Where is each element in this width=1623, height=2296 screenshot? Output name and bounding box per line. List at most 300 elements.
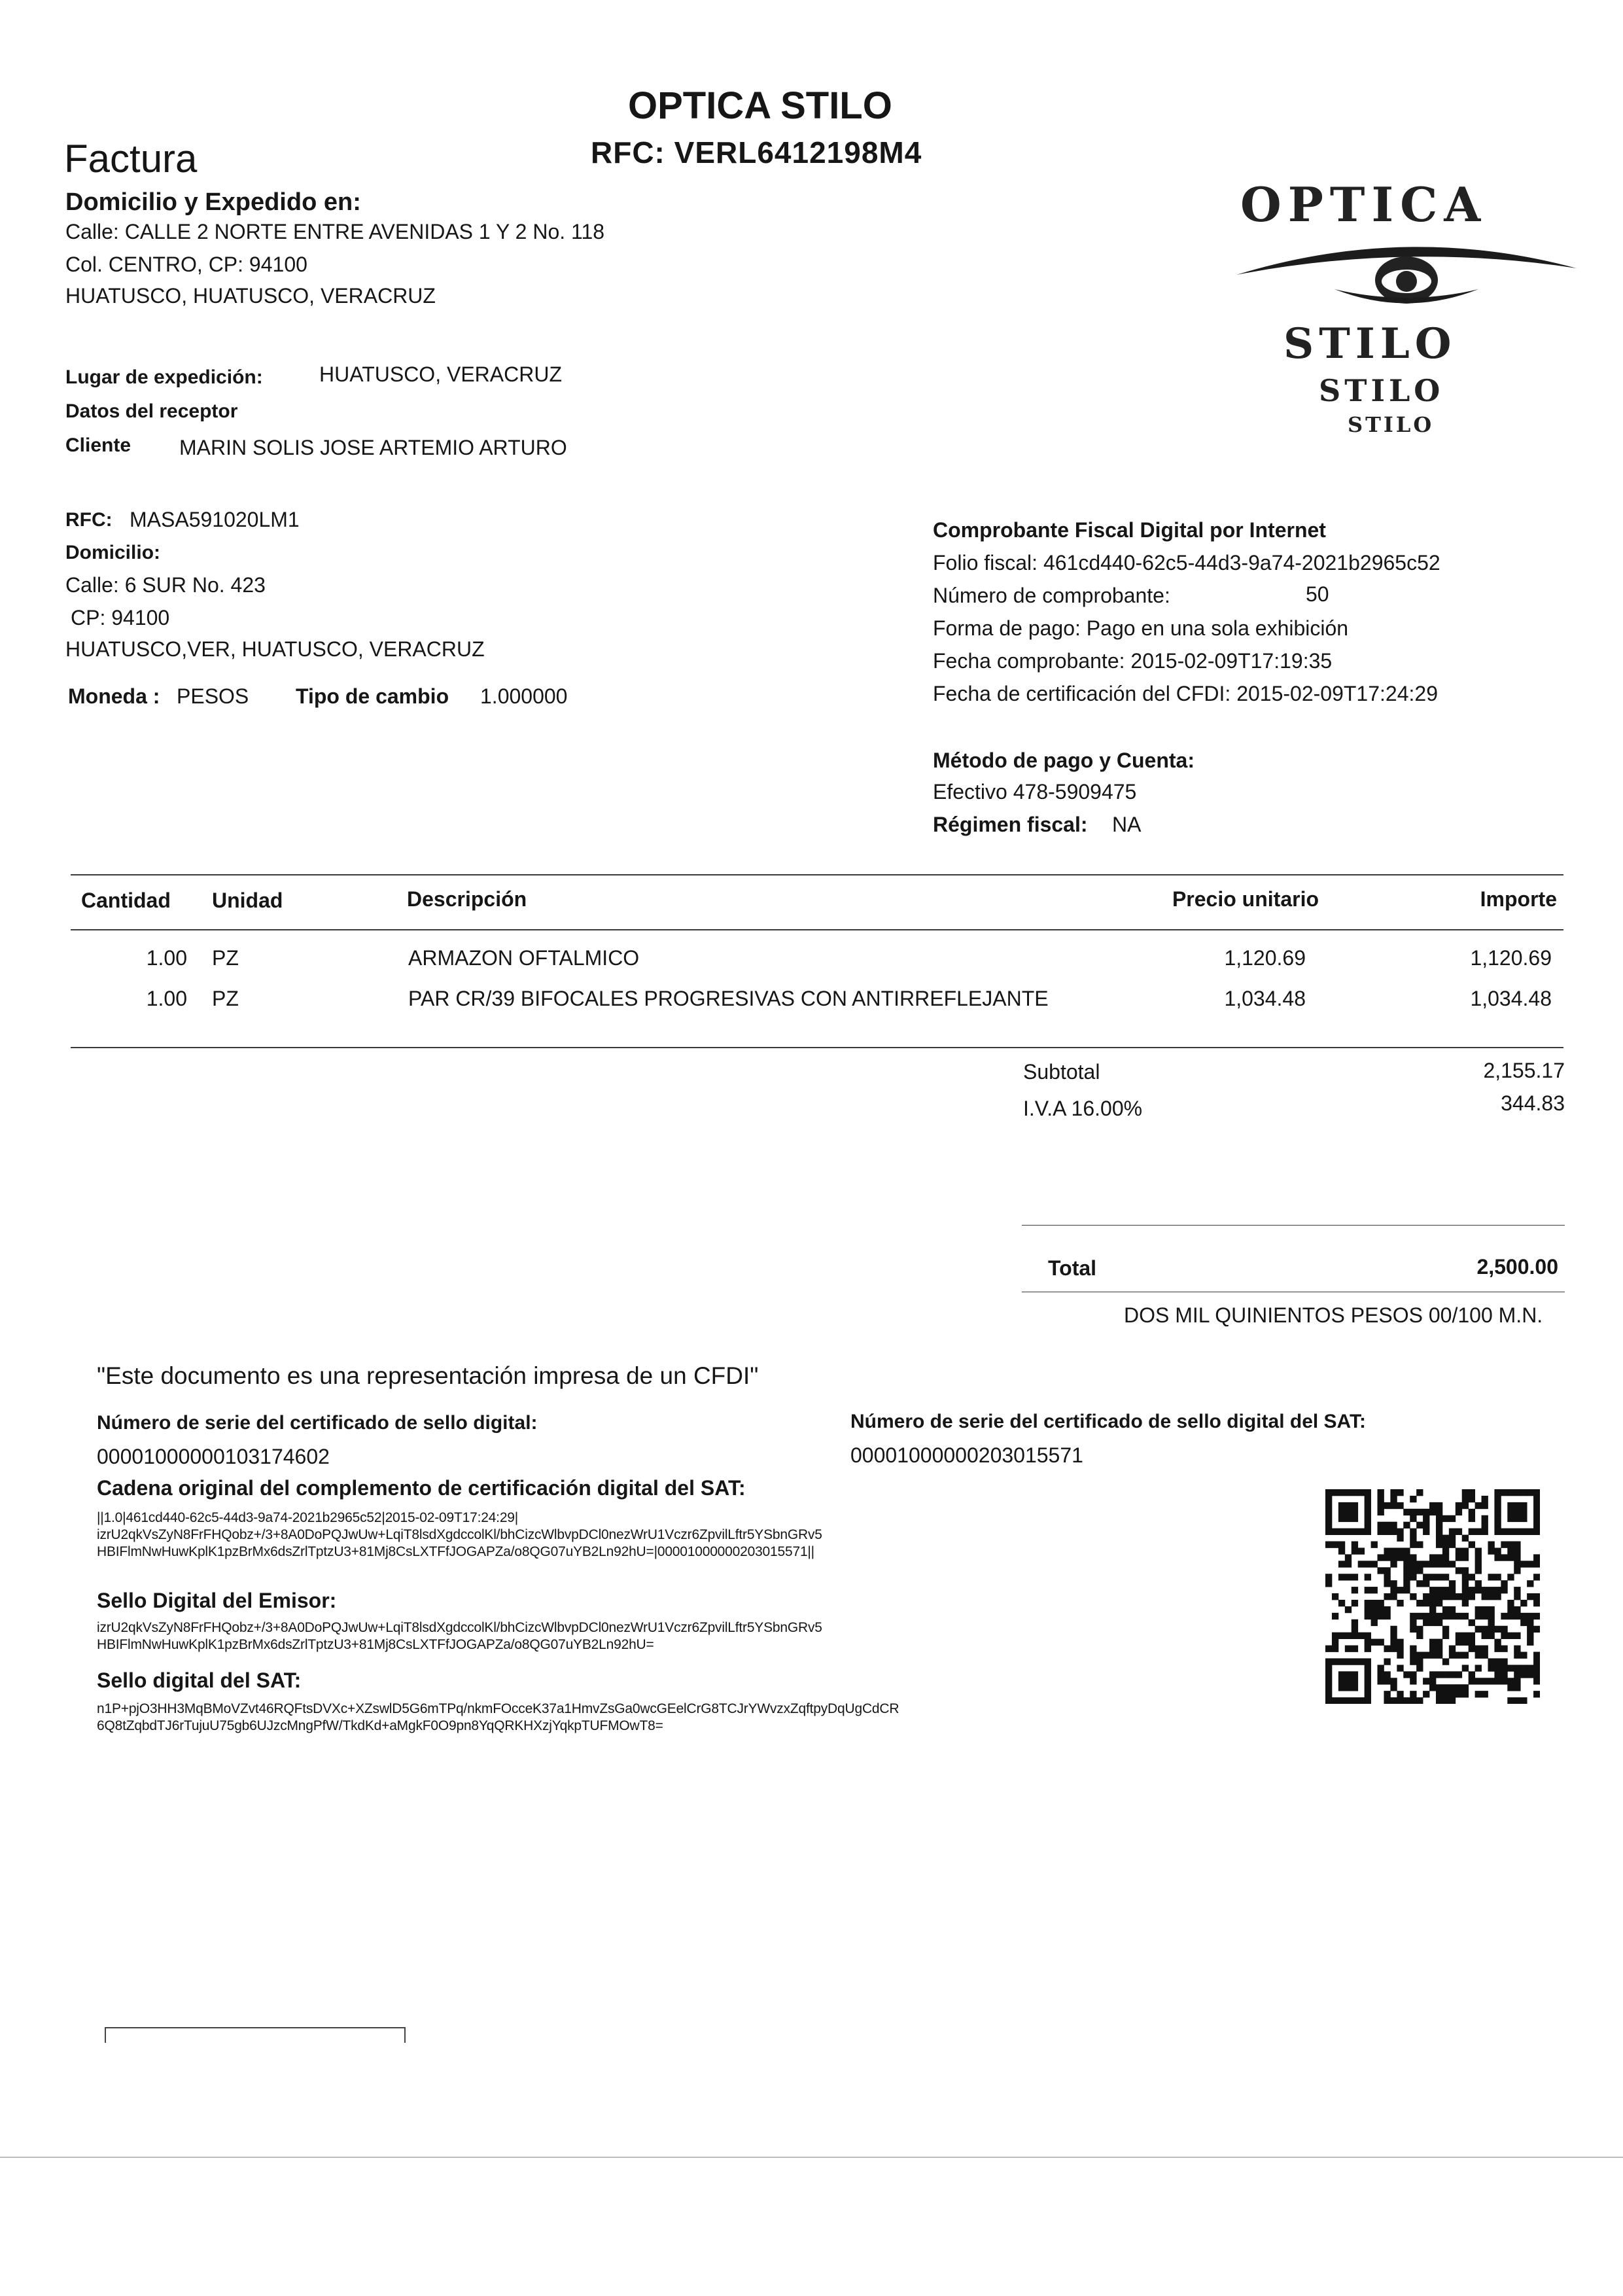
qr-module: [1514, 1651, 1520, 1658]
qr-module: [1469, 1646, 1475, 1652]
qr-module: [1533, 1678, 1540, 1684]
qr-module: [1384, 1522, 1390, 1528]
qr-module: [1469, 1671, 1475, 1678]
qr-module: [1358, 1561, 1365, 1567]
qr-module: [1507, 1606, 1514, 1613]
qr-module: [1475, 1554, 1482, 1561]
qr-module: [1403, 1567, 1410, 1574]
qr-module: [1527, 1665, 1533, 1671]
qr-module: [1429, 1554, 1436, 1561]
qr-module: [1378, 1502, 1384, 1509]
qr-module: [1378, 1489, 1384, 1496]
lugar-expedicion-value: HUATUSCO, VERACRUZ: [319, 362, 562, 386]
qr-module: [1462, 1613, 1469, 1619]
qr-module: [1469, 1633, 1475, 1639]
qr-module: [1533, 1665, 1540, 1671]
qr-module: [1397, 1646, 1403, 1652]
qr-module: [1352, 1633, 1358, 1639]
qr-module: [1352, 1502, 1358, 1509]
subtotal-value: 2,155.17: [1483, 1059, 1565, 1082]
qr-module: [1338, 1678, 1345, 1684]
qr-module: [1527, 1633, 1533, 1639]
qr-module: [1449, 1646, 1456, 1652]
qr-module: [1520, 1528, 1527, 1535]
qr-module: [1338, 1528, 1345, 1535]
qr-module: [1410, 1509, 1416, 1515]
qr-module: [1514, 1671, 1520, 1678]
qr-module: [1397, 1502, 1403, 1509]
column-header-descripcion: Descripción: [407, 887, 527, 911]
qr-module: [1501, 1554, 1507, 1561]
qr-module: [1494, 1502, 1501, 1509]
qr-module: [1475, 1691, 1482, 1697]
qr-module: [1436, 1542, 1442, 1548]
qr-module: [1352, 1671, 1358, 1678]
qr-module: [1390, 1522, 1397, 1528]
qr-module: [1410, 1671, 1416, 1678]
row-unidad: PZ: [212, 987, 239, 1010]
qr-module: [1365, 1639, 1371, 1646]
qr-module: [1449, 1580, 1456, 1587]
qr-module: [1397, 1528, 1403, 1535]
qr-module: [1494, 1646, 1501, 1652]
qr-module: [1390, 1528, 1397, 1535]
qr-module: [1488, 1606, 1494, 1613]
qr-module: [1475, 1528, 1482, 1535]
qr-module: [1520, 1651, 1527, 1658]
qr-module: [1482, 1593, 1488, 1600]
qr-module: [1378, 1671, 1384, 1678]
qr-module: [1352, 1678, 1358, 1684]
qr-module: [1501, 1613, 1507, 1619]
qr-module: [1436, 1646, 1442, 1652]
qr-module: [1429, 1593, 1436, 1600]
qr-module: [1352, 1646, 1358, 1652]
qr-module: [1514, 1515, 1520, 1522]
qr-module: [1397, 1587, 1403, 1593]
qr-module: [1488, 1678, 1494, 1684]
qr-module: [1365, 1633, 1371, 1639]
qr-module: [1410, 1658, 1416, 1665]
qr-module: [1449, 1515, 1456, 1522]
qr-module: [1533, 1489, 1540, 1496]
qr-module: [1390, 1496, 1397, 1502]
qr-module: [1533, 1522, 1540, 1528]
qr-module: [1365, 1665, 1371, 1671]
qr-module: [1325, 1489, 1332, 1496]
sello-emisor-line: izrU2qkVsZyN8FrFHQobz+/3+8A0DoPQJwUw+LqiT8lsdXgdccolKl/bhCizcWlbvpDCl0nezWrU1Vczr6ZpvilLftr5YSbnGRv5: [97, 1620, 822, 1635]
qr-module: [1416, 1561, 1423, 1567]
qr-module: [1482, 1691, 1488, 1697]
qr-module: [1365, 1509, 1371, 1515]
qr-module: [1456, 1651, 1462, 1658]
qr-module: [1501, 1658, 1507, 1665]
qr-module: [1514, 1542, 1520, 1548]
qr-module: [1410, 1574, 1416, 1580]
qr-module: [1352, 1684, 1358, 1691]
qr-module: [1390, 1502, 1397, 1509]
total-label: Total: [1048, 1256, 1097, 1280]
qr-module: [1371, 1542, 1378, 1548]
qr-module: [1429, 1619, 1436, 1626]
qr-module: [1365, 1697, 1371, 1704]
issuer-stamp-box: [105, 2027, 406, 2043]
qr-module: [1325, 1684, 1332, 1691]
qr-module: [1514, 1678, 1520, 1684]
qr-module: [1371, 1613, 1378, 1619]
qr-module: [1507, 1509, 1514, 1515]
qr-module: [1403, 1561, 1410, 1567]
qr-module: [1475, 1665, 1482, 1671]
qr-module: [1390, 1633, 1397, 1639]
qr-module: [1514, 1684, 1520, 1691]
qr-module: [1378, 1567, 1384, 1574]
qr-module: [1469, 1574, 1475, 1580]
qr-module: [1527, 1619, 1533, 1626]
qr-module: [1384, 1593, 1390, 1600]
qr-module: [1494, 1639, 1501, 1646]
company-rfc: RFC: VERL6412198M4: [591, 135, 922, 169]
qr-module: [1378, 1613, 1384, 1619]
qr-module: [1436, 1561, 1442, 1567]
qr-module: [1410, 1651, 1416, 1658]
qr-module: [1423, 1574, 1429, 1580]
qr-module: [1325, 1496, 1332, 1502]
qr-module: [1345, 1528, 1352, 1535]
qr-module: [1423, 1509, 1429, 1515]
cfdi-legend: "Este documento es una representación impresa de un CFDI": [97, 1362, 759, 1389]
qr-module: [1429, 1502, 1436, 1509]
qr-module: [1449, 1691, 1456, 1697]
qr-module: [1436, 1684, 1442, 1691]
qr-module: [1501, 1678, 1507, 1684]
qr-module: [1338, 1515, 1345, 1522]
qr-module: [1475, 1613, 1482, 1619]
qr-module: [1416, 1489, 1423, 1496]
qr-module: [1338, 1697, 1345, 1704]
qr-module: [1449, 1593, 1456, 1600]
sat-cert-serial-value: 00001000000203015571: [850, 1443, 1083, 1467]
qr-module: [1410, 1626, 1416, 1633]
qr-module: [1533, 1671, 1540, 1678]
qr-module: [1475, 1580, 1482, 1587]
qr-module: [1410, 1691, 1416, 1697]
qr-module: [1482, 1633, 1488, 1639]
qr-module: [1507, 1542, 1514, 1548]
qr-module: [1352, 1547, 1358, 1554]
qr-module: [1533, 1561, 1540, 1567]
qr-module: [1390, 1639, 1397, 1646]
sello-emisor-line: HBIFlmNwHuwKplK1pzBrMx6dsZrlTptzU3+81Mj8CsLXTFfJOGAPZa/o8QG07uYB2Ln92hU=: [97, 1637, 654, 1652]
qr-module: [1501, 1671, 1507, 1678]
qr-module: [1345, 1554, 1352, 1561]
qr-module: [1352, 1489, 1358, 1496]
numero-comprobante-value: 50: [1306, 582, 1329, 606]
qr-module: [1338, 1658, 1345, 1665]
qr-module: [1332, 1646, 1338, 1652]
qr-module: [1410, 1515, 1416, 1522]
qr-module: [1403, 1554, 1410, 1561]
qr-module: [1520, 1697, 1527, 1704]
qr-module: [1436, 1522, 1442, 1528]
qr-module: [1338, 1489, 1345, 1496]
qr-module: [1325, 1542, 1332, 1548]
qr-module: [1442, 1561, 1449, 1567]
qr-module: [1442, 1587, 1449, 1593]
qr-module: [1352, 1542, 1358, 1548]
qr-module: [1429, 1509, 1436, 1515]
qr-module: [1371, 1639, 1378, 1646]
qr-module: [1325, 1671, 1332, 1678]
qr-module: [1442, 1626, 1449, 1633]
qr-module: [1482, 1502, 1488, 1509]
qr-module: [1533, 1651, 1540, 1658]
sello-sat-line: n1P+pjO3HH3MqBMoVZvt46RQFtsDVXc+XZswlD5G6mTPq/nkmFOcceK37a1HmvZsGa0wcGEelCrG8TCJrYWvzxZqftpyDqUgCdCR: [97, 1701, 899, 1716]
qr-module: [1520, 1509, 1527, 1515]
qr-module: [1423, 1691, 1429, 1697]
qr-module: [1338, 1684, 1345, 1691]
qr-module: [1533, 1496, 1540, 1502]
qr-module: [1442, 1671, 1449, 1678]
qr-module: [1384, 1671, 1390, 1678]
qr-module: [1423, 1522, 1429, 1528]
qr-module: [1429, 1646, 1436, 1652]
qr-module: [1345, 1697, 1352, 1704]
moneda-value: PESOS: [177, 684, 249, 708]
qr-module: [1365, 1606, 1371, 1613]
logo-word-stilo-large: STILO: [1283, 319, 1457, 368]
qr-module: [1338, 1671, 1345, 1678]
qr-module: [1488, 1587, 1494, 1593]
qr-module: [1494, 1678, 1501, 1684]
qr-module: [1332, 1528, 1338, 1535]
qr-module: [1462, 1593, 1469, 1600]
qr-module: [1436, 1574, 1442, 1580]
qr-module: [1416, 1626, 1423, 1633]
qr-module: [1416, 1658, 1423, 1665]
qr-module: [1423, 1515, 1429, 1522]
qr-module: [1520, 1515, 1527, 1522]
qr-module: [1345, 1646, 1352, 1652]
qr-module: [1494, 1665, 1501, 1671]
qr-module: [1442, 1697, 1449, 1704]
qr-module: [1345, 1574, 1352, 1580]
qr-module: [1436, 1697, 1442, 1704]
qr-module: [1332, 1489, 1338, 1496]
qr-module: [1390, 1587, 1397, 1593]
qr-module: [1527, 1561, 1533, 1567]
qr-module: [1442, 1633, 1449, 1639]
qr-module: [1520, 1502, 1527, 1509]
qr-module: [1507, 1574, 1514, 1580]
sello-emisor-label: Sello Digital del Emisor:: [97, 1589, 337, 1612]
qr-module: [1482, 1528, 1488, 1535]
qr-module: [1416, 1665, 1423, 1671]
qr-module: [1390, 1678, 1397, 1684]
qr-module: [1475, 1626, 1482, 1633]
total-top-rule: [1022, 1225, 1565, 1226]
qr-module: [1384, 1502, 1390, 1509]
qr-module: [1352, 1528, 1358, 1535]
qr-module: [1527, 1639, 1533, 1646]
qr-module: [1416, 1567, 1423, 1574]
qr-module: [1345, 1489, 1352, 1496]
qr-module: [1378, 1528, 1384, 1535]
qr-module: [1365, 1522, 1371, 1528]
qr-module: [1325, 1528, 1332, 1535]
qr-module: [1410, 1619, 1416, 1626]
qr-module: [1469, 1593, 1475, 1600]
qr-module: [1462, 1567, 1469, 1574]
qr-module: [1533, 1691, 1540, 1697]
logo-word-stilo-small: STILO: [1348, 412, 1435, 437]
qr-module: [1410, 1554, 1416, 1561]
qr-module: [1416, 1613, 1423, 1619]
qr-module: [1482, 1651, 1488, 1658]
qr-module: [1488, 1633, 1494, 1639]
qr-module: [1527, 1593, 1533, 1600]
qr-module: [1469, 1542, 1475, 1548]
qr-module: [1462, 1665, 1469, 1671]
qr-module: [1482, 1522, 1488, 1528]
qr-module: [1332, 1613, 1338, 1619]
qr-module: [1488, 1619, 1494, 1626]
qr-module: [1482, 1606, 1488, 1613]
moneda-label: Moneda :: [68, 684, 160, 708]
qr-module: [1442, 1613, 1449, 1619]
qr-module: [1423, 1619, 1429, 1626]
qr-module: [1397, 1665, 1403, 1671]
qr-module: [1325, 1691, 1332, 1697]
qr-module: [1390, 1646, 1397, 1652]
qr-module: [1494, 1593, 1501, 1600]
qr-module: [1482, 1626, 1488, 1633]
qr-module: [1384, 1691, 1390, 1697]
qr-module: [1494, 1522, 1501, 1528]
qr-module: [1514, 1646, 1520, 1652]
qr-module: [1482, 1646, 1488, 1652]
qr-module: [1325, 1574, 1332, 1580]
qr-module: [1469, 1528, 1475, 1535]
qr-module: [1423, 1561, 1429, 1567]
qr-module: [1378, 1509, 1384, 1515]
qr-module: [1462, 1502, 1469, 1509]
qr-module: [1410, 1678, 1416, 1684]
qr-module: [1378, 1678, 1384, 1684]
qr-module: [1449, 1606, 1456, 1613]
qr-module: [1358, 1547, 1365, 1554]
qr-module: [1384, 1528, 1390, 1535]
qr-module: [1358, 1528, 1365, 1535]
qr-module: [1378, 1496, 1384, 1502]
qr-module: [1469, 1678, 1475, 1684]
qr-module: [1514, 1554, 1520, 1561]
qr-module: [1352, 1509, 1358, 1515]
qr-module: [1390, 1489, 1397, 1496]
qr-module: [1423, 1528, 1429, 1535]
qr-module: [1520, 1561, 1527, 1567]
qr-module: [1390, 1580, 1397, 1587]
qr-module: [1403, 1671, 1410, 1678]
qr-module: [1514, 1567, 1520, 1574]
qr-module: [1325, 1678, 1332, 1684]
qr-module: [1397, 1554, 1403, 1561]
qr-module: [1410, 1567, 1416, 1574]
iva-label: I.V.A 16.00%: [1023, 1097, 1143, 1120]
qr-module: [1533, 1574, 1540, 1580]
qr-module: [1325, 1665, 1332, 1671]
qr-module: [1501, 1489, 1507, 1496]
qr-module: [1378, 1606, 1384, 1613]
table-bottom-rule: [71, 1047, 1563, 1048]
row-importe: 1,120.69: [1470, 946, 1552, 970]
qr-module: [1429, 1600, 1436, 1606]
qr-module: [1494, 1547, 1501, 1554]
qr-module: [1462, 1651, 1469, 1658]
qr-module: [1371, 1619, 1378, 1626]
receptor-calle: Calle: 6 SUR No. 423: [65, 573, 266, 597]
qr-module: [1384, 1567, 1390, 1574]
qr-module: [1345, 1561, 1352, 1567]
qr-module: [1332, 1542, 1338, 1548]
cert-serial-label: Número de serie del certificado de sello digital:: [97, 1412, 538, 1434]
fecha-comprobante: Fecha comprobante: 2015-02-09T17:19:35: [933, 649, 1333, 673]
receptor-rfc-value: MASA591020LM1: [130, 508, 300, 531]
qr-module: [1423, 1593, 1429, 1600]
qr-module: [1533, 1554, 1540, 1561]
qr-module: [1494, 1671, 1501, 1678]
qr-module: [1520, 1671, 1527, 1678]
receptor-cp: CP: 94100: [71, 606, 170, 629]
qr-module: [1365, 1613, 1371, 1619]
qr-module: [1501, 1633, 1507, 1639]
qr-module: [1365, 1671, 1371, 1678]
qr-module: [1365, 1515, 1371, 1522]
qr-module: [1365, 1600, 1371, 1606]
qr-module: [1325, 1515, 1332, 1522]
qr-module: [1338, 1574, 1345, 1580]
issuer-address-line3: HUATUSCO, HUATUSCO, VERACRUZ: [65, 284, 436, 308]
qr-module: [1390, 1561, 1397, 1567]
qr-module: [1514, 1633, 1520, 1639]
qr-module: [1416, 1633, 1423, 1639]
qr-module: [1410, 1496, 1416, 1502]
qr-module: [1462, 1684, 1469, 1691]
qr-module: [1429, 1671, 1436, 1678]
qr-module: [1332, 1658, 1338, 1665]
qr-module: [1352, 1587, 1358, 1593]
qr-module: [1482, 1515, 1488, 1522]
qr-module: [1533, 1658, 1540, 1665]
qr-module: [1423, 1613, 1429, 1619]
cfdi-heading: Comprobante Fiscal Digital por Internet: [933, 518, 1326, 542]
qr-module: [1507, 1613, 1514, 1619]
qr-module: [1533, 1626, 1540, 1633]
qr-module: [1338, 1547, 1345, 1554]
qr-module: [1469, 1496, 1475, 1502]
qr-module: [1345, 1678, 1352, 1684]
qr-module: [1442, 1574, 1449, 1580]
qr-module: [1365, 1684, 1371, 1691]
qr-module: [1456, 1633, 1462, 1639]
qr-module: [1365, 1502, 1371, 1509]
qr-module: [1501, 1626, 1507, 1633]
qr-module: [1449, 1697, 1456, 1704]
qr-module: [1410, 1613, 1416, 1619]
regimen-fiscal-label: Régimen fiscal:: [933, 813, 1088, 836]
qr-module: [1436, 1593, 1442, 1600]
qr-module: [1371, 1600, 1378, 1606]
